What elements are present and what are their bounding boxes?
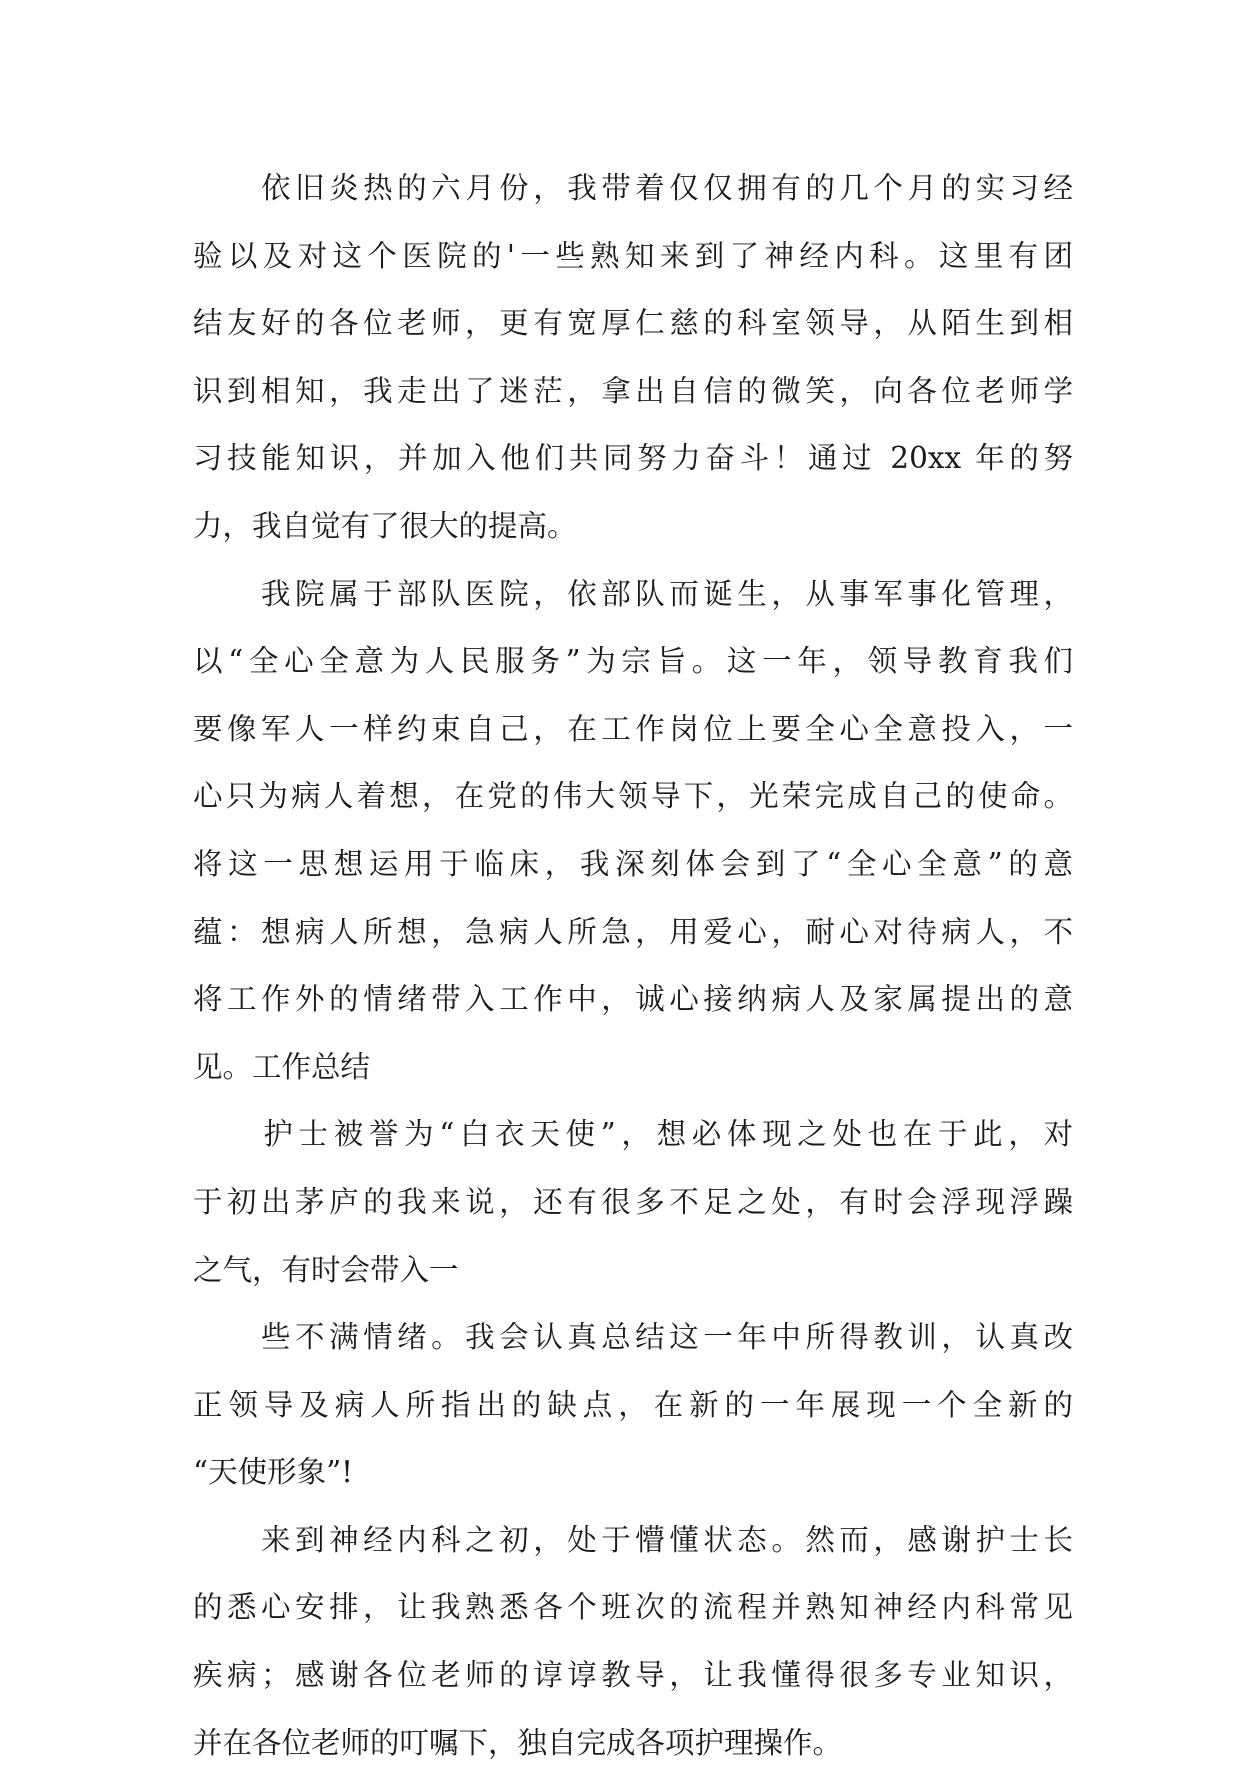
text-line: 我院属于部队医院，依部队而诞生，从事军事化管理， [193,576,1073,611]
text-line: 来到神经内科之初，处于懵懂状态。然而，感谢护士长 [193,1522,1073,1557]
paragraph-5 [193,1507,1073,1777]
text-line: 蕴：想病人所想，急病人所急，用爱心，耐心对待病人，不 [193,914,1073,949]
paragraph-3 [193,1101,1073,1304]
text-line: 并在各位老师的叮嘱下，独自完成各项护理操作。 [193,1725,843,1760]
text-line: 于初出茅庐的我来说，还有很多不足之处，有时会浮现浮躁 [193,1184,1073,1219]
text-line: 护士被誉为“白衣天使”，想必体现之处也在于此，对 [193,1117,1073,1152]
paragraph-4 [193,1304,1073,1507]
text-line: 验以及对这个医院的'一些熟知来到了神经内科。这里有团 [193,238,1073,273]
text-line: 习技能知识，并加入他们共同努力奋斗！通过 20xx 年的努 [193,441,1073,476]
text-line: 以“全心全意为人民服务”为宗旨。这一年，领导教育我们 [193,644,1073,679]
text-line: 结友好的各位老师，更有宽厚仁慈的科室领导，从陌生到相 [193,306,1073,341]
text-line: 将工作外的情绪带入工作中，诚心接纳病人及家属提出的意 [193,982,1073,1017]
text-line: 见。工作总结 [193,1049,371,1084]
paragraph-2 [193,561,1073,1102]
text-line: 将这一思想运用于临床，我深刻体会到了“全心全意”的意 [193,846,1073,881]
document-body [193,155,1073,1777]
text-line: 识到相知，我走出了迷茫，拿出自信的微笑，向各位老师学 [193,373,1073,408]
text-line: 疾病；感谢各位老师的谆谆教导，让我懂得很多专业知识， [193,1658,1073,1693]
text-line: 正领导及病人所指出的缺点，在新的一年展现一个全新的 [193,1387,1073,1422]
text-line: 些不满情绪。我会认真总结这一年中所得教训，认真改 [193,1320,1073,1355]
text-line: 力，我自觉有了很大的提高。 [193,508,577,543]
text-line: 的悉心安排，让我熟悉各个班次的流程并熟知神经内科常见 [193,1590,1073,1625]
text-line: 之气，有时会带入一 [193,1252,459,1287]
paragraph-1 [193,155,1073,561]
text-line: 依旧炎热的六月份，我带着仅仅拥有的几个月的实习经 [193,171,1073,205]
text-line: “天使形象”! [193,1455,354,1490]
text-line: 心只为病人着想，在党的伟大领导下，光荣完成自己的使命。 [193,779,1073,814]
text-line: 要像军人一样约束自己，在工作岗位上要全心全意投入，一 [193,711,1073,746]
